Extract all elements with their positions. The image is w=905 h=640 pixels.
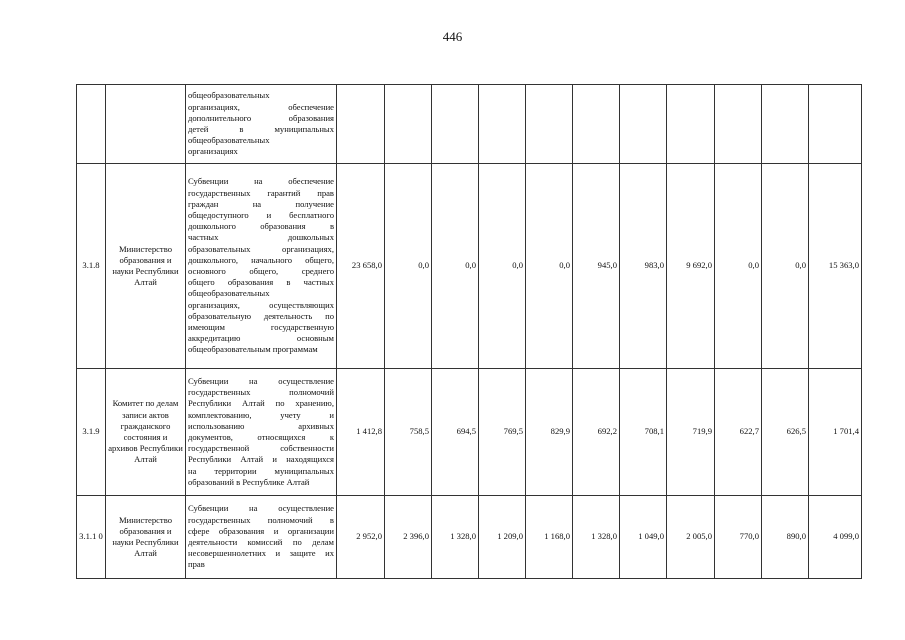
row-code (77, 85, 106, 164)
value-cell: 770,0 (715, 496, 762, 579)
table-row (77, 496, 862, 579)
description-line: государственной собственности (188, 443, 334, 454)
budget-table (76, 84, 862, 579)
value-cell: 1 049,0 (620, 496, 667, 579)
description-line: общеобразовательным программам (188, 344, 318, 355)
value-cell: 0,0 (385, 164, 432, 369)
value-cell: 626,5 (762, 369, 809, 496)
description-line: государственных гарантий прав (188, 187, 334, 198)
value-cell: 23 658,0 (337, 164, 385, 369)
description-line: аккредитацию основным (188, 333, 334, 344)
value-cell: 719,9 (667, 369, 715, 496)
description-line: организациях, осуществляющих (188, 299, 334, 310)
value-cell: 0,0 (432, 164, 479, 369)
description-line: образовательную деятельность по (188, 310, 334, 321)
row-code: 3.1.1 0 (77, 496, 106, 579)
description-line: общеобразовательных (188, 135, 270, 146)
description-line: частных дошкольных (188, 232, 334, 243)
description-line: общего образования в частных (188, 277, 334, 288)
value-cell (526, 85, 573, 164)
description-line: прав (188, 559, 205, 570)
value-cell (762, 85, 809, 164)
value-cell: 694,5 (432, 369, 479, 496)
value-cell: 692,2 (573, 369, 620, 496)
value-cell: 1 328,0 (432, 496, 479, 579)
description-line: дошкольного образования в (188, 221, 334, 232)
value-cell: 4 099,0 (809, 496, 862, 579)
description-line: граждан на получение (188, 198, 334, 209)
description-line: дошкольного, начального общего, (188, 254, 334, 265)
value-cell: 708,1 (620, 369, 667, 496)
description-line: общеобразовательных (188, 288, 270, 299)
row-description (186, 85, 337, 164)
value-cell: 0,0 (526, 164, 573, 369)
value-cell: 1 209,0 (479, 496, 526, 579)
description-line: использованию архивных (188, 420, 334, 431)
value-cell: 15 363,0 (809, 164, 862, 369)
description-line: государственных полномочий в (188, 514, 334, 525)
description-line: дополнительного образования (188, 112, 334, 123)
row-code: 3.1.9 (77, 369, 106, 496)
value-cell: 622,7 (715, 369, 762, 496)
value-cell: 890,0 (762, 496, 809, 579)
description-line: основного общего, среднего (188, 266, 334, 276)
description-line: на территории муниципальных (188, 465, 334, 476)
description-line: детей в муниципальных (188, 124, 334, 134)
row-executor: Комитет по делам записи актов гражданского состояния и архивов Республики Алтай (106, 369, 186, 496)
value-cell: 769,5 (479, 369, 526, 496)
description-line: общеобразовательных (188, 90, 270, 101)
value-cell (573, 85, 620, 164)
value-cell: 9 692,0 (667, 164, 715, 369)
row-executor (106, 85, 186, 164)
value-cell: 758,5 (385, 369, 432, 496)
value-cell (715, 85, 762, 164)
value-cell (809, 85, 862, 164)
description-line: сфере образования и организации (188, 525, 334, 536)
value-cell: 2 396,0 (385, 496, 432, 579)
description-line: Субвенции на обеспечение (188, 176, 334, 187)
value-cell: 1 168,0 (526, 496, 573, 579)
table-row (77, 85, 862, 164)
value-cell: 829,9 (526, 369, 573, 496)
description-line: организациях, обеспечение (188, 101, 334, 112)
description-line: комплектованию, учету и (188, 409, 334, 420)
value-cell: 0,0 (762, 164, 809, 369)
description-line: Субвенции на осуществление (188, 503, 334, 514)
description-line: деятельности комиссий по делам (188, 537, 334, 547)
value-cell (385, 85, 432, 164)
value-cell: 0,0 (715, 164, 762, 369)
value-cell (479, 85, 526, 164)
description-line: документов, относящихся к (188, 432, 334, 442)
value-cell (432, 85, 479, 164)
description-line: государственных полномочий (188, 387, 334, 398)
description-line: Республики Алтай по хранению, (188, 398, 334, 409)
description-line: образований в Республике Алтай (188, 476, 310, 487)
description-line: Субвенции на осуществление (188, 375, 334, 386)
description-line: организациях (188, 146, 238, 157)
value-cell (337, 85, 385, 164)
value-cell: 0,0 (479, 164, 526, 369)
description-line: имеющим государственную (188, 322, 334, 333)
table-row (77, 164, 862, 369)
description-line: образовательных организациях, (188, 243, 334, 254)
table-row (77, 369, 862, 496)
value-cell: 1 328,0 (573, 496, 620, 579)
row-executor: Министерство образования и науки Республики Алтай (106, 164, 186, 369)
row-code: 3.1.8 (77, 164, 106, 369)
row-executor: Министерство образования и науки Республики Алтай (106, 496, 186, 579)
description-line: Республики Алтай и находящихся (188, 454, 334, 465)
value-cell: 945,0 (573, 164, 620, 369)
value-cell (620, 85, 667, 164)
value-cell: 1 412,8 (337, 369, 385, 496)
row-description (186, 496, 337, 579)
value-cell: 2 005,0 (667, 496, 715, 579)
value-cell (667, 85, 715, 164)
description-line: несовершеннолетних и защите их (188, 548, 334, 559)
value-cell: 983,0 (620, 164, 667, 369)
description-line: общедоступного и бесплатного (188, 209, 334, 220)
value-cell: 2 952,0 (337, 496, 385, 579)
page-number: 446 (442, 29, 463, 44)
value-cell: 1 701,4 (809, 369, 862, 496)
row-description (186, 369, 337, 496)
row-description (186, 164, 337, 369)
